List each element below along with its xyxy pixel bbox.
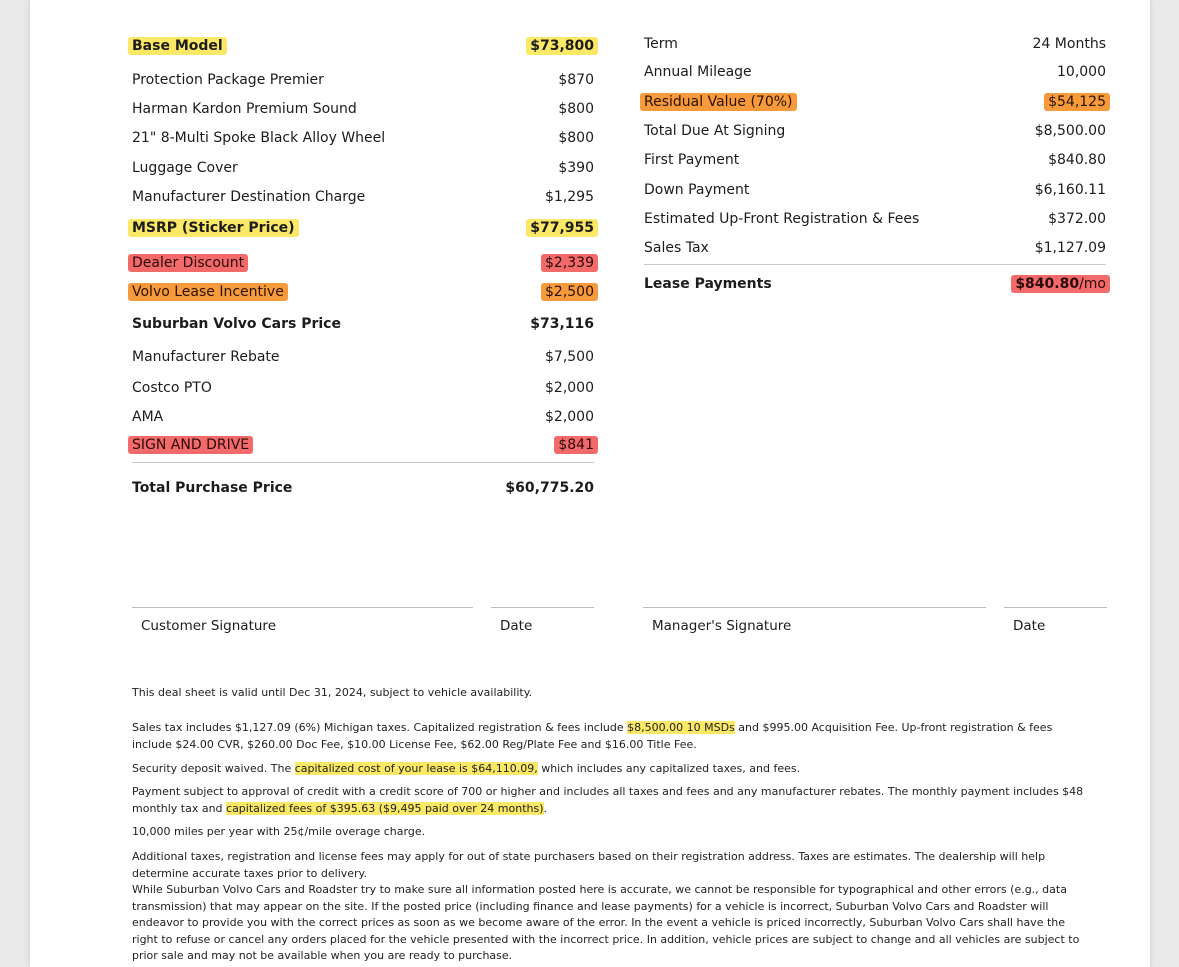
manager-date-line xyxy=(1004,607,1107,608)
left-value: $800 xyxy=(558,101,594,117)
left-value: $870 xyxy=(558,72,594,88)
left-label: Luggage Cover xyxy=(132,160,238,176)
right-value: $372.00 xyxy=(1048,211,1106,227)
right-row-sales-tax xyxy=(644,236,1106,260)
customer-date-label: Date xyxy=(500,618,533,634)
right-value: $54,125 xyxy=(1044,93,1110,111)
customer-signature-line xyxy=(132,607,473,608)
right-label: Total Due At Signing xyxy=(644,123,786,139)
right-value: $6,160.11 xyxy=(1034,182,1106,198)
left-label: Costco PTO xyxy=(132,380,212,396)
right-row-total-due-at-signing xyxy=(644,119,1106,143)
cap-cost-highlight: capitalized cost of your lease is $64,110.09, xyxy=(294,762,538,775)
left-value: $390 xyxy=(558,160,594,176)
left-label: Base Model xyxy=(128,37,227,55)
manager-signature-line xyxy=(643,607,986,608)
left-label: Total Purchase Price xyxy=(132,480,293,496)
left-row-manufacturer-rebate xyxy=(132,345,594,369)
left-value: $7,500 xyxy=(545,349,594,365)
total-divider xyxy=(132,462,594,463)
left-row-manufacturer-destination-charge xyxy=(132,185,594,209)
left-value: $60,775.20 xyxy=(505,480,594,496)
lease-payments-value: $840.80/mo xyxy=(1011,275,1110,293)
left-row-dealer-discount xyxy=(132,251,594,275)
right-row-annual-mileage xyxy=(644,60,1106,84)
left-value: $2,339 xyxy=(541,254,598,272)
left-row-base-model xyxy=(132,34,594,58)
right-row-residual-value-70 xyxy=(644,90,1106,114)
right-value: $840.80 xyxy=(1048,152,1106,168)
right-label: Estimated Up-Front Registration & Fees xyxy=(644,211,920,227)
left-row-sign-and-drive xyxy=(132,433,594,457)
deal-sheet-page xyxy=(30,0,1150,967)
left-label: Harman Kardon Premium Sound xyxy=(132,101,357,117)
left-row-harman-kardon-premium-sound xyxy=(132,97,594,121)
payment-note: Payment subject to approval of credit with a credit score of 700 or higher and includes all taxes and fees and any manufacturer rebates. The monthly payment includes $48 monthly tax and capitalized fees of $395.63 ($9,495 paid over 24 months). xyxy=(132,785,1084,815)
lease-divider xyxy=(644,264,1106,265)
validity-note: This deal sheet is valid until Dec 31, 2024, subject to vehicle availability. xyxy=(132,686,533,699)
tax-note: Sales tax includes $1,127.09 (6%) Michigan taxes. Capitalized registration & fees include $8,500.00 10 MSDs and $995.00 Acquisition Fee. Up-front registration & fees include $24.00 CVR, $260.00 Doc Fee, $10.00 License Fee, $62.00 Reg/Plate Fee and $16.00 Title Fee. xyxy=(132,721,1053,751)
right-value: 24 Months xyxy=(1032,36,1106,52)
left-label: AMA xyxy=(132,409,164,425)
left-row-costco-pto xyxy=(132,376,594,400)
right-value: $8,500.00 xyxy=(1034,123,1106,139)
left-row-total-purchase-price xyxy=(132,476,594,500)
left-label: MSRP (Sticker Price) xyxy=(128,219,299,237)
left-row-volvo-lease-incentive xyxy=(132,280,594,304)
disclaimer-note: Additional taxes, registration and license fees may apply for out of state purchasers based on their registration address. Taxes are estimates. The dealership will help determine accurate taxes prior to delivery. While Suburban Volvo Cars and Roadster try to make sure all information posted here is accurate, we cannot be responsible for typographical and other errors (e.g., data transmission) that may appear on the site. If the posted price (including finance and lease payments) for a vehicle is incorrect, Suburban Volvo Cars and Roadster will endeavor to provide you with the correct prices as soon as we become aware of the error. In the event a vehicle is priced incorrectly, Suburban Volvo Cars shall have the right to refuse or cancel any orders placed for the vehicle presented with the incorrect price. In addition, vehicle prices are subject to change and all vehicles are subject to prior sale and may not be available when you are ready to purchase. xyxy=(132,850,1080,962)
deposit-note: Security deposit waived. The capitalized cost of your lease is $64,110.09, which includes any capitalized taxes, and fees. xyxy=(132,762,801,775)
left-row-luggage-cover xyxy=(132,156,594,180)
right-value: 10,000 xyxy=(1057,64,1106,80)
left-label: Dealer Discount xyxy=(128,254,248,272)
right-label: First Payment xyxy=(644,152,740,168)
msd-highlight: $8,500.00 10 MSDs xyxy=(627,721,735,734)
manager-date-label: Date xyxy=(1013,618,1046,634)
left-value: $73,116 xyxy=(530,316,594,332)
left-value: $1,295 xyxy=(545,189,594,205)
left-value: $73,800 xyxy=(526,37,598,55)
lease-payments-row xyxy=(644,272,1106,296)
right-label: Residual Value (70%) xyxy=(640,93,797,111)
left-row-suburban-volvo-cars-price xyxy=(132,312,594,336)
right-label: Sales Tax xyxy=(644,240,709,256)
right-row-estimated-up-front-registration-fees xyxy=(644,207,1106,231)
mileage-note: 10,000 miles per year with 25¢/mile overage charge. xyxy=(132,825,426,838)
left-row-msrp-sticker-price xyxy=(132,216,594,240)
left-value: $800 xyxy=(558,130,594,146)
left-label: Manufacturer Destination Charge xyxy=(132,189,366,205)
left-value: $77,955 xyxy=(526,219,598,237)
left-value: $2,000 xyxy=(545,380,594,396)
left-label: Suburban Volvo Cars Price xyxy=(132,316,341,332)
manager-signature-label: Manager's Signature xyxy=(652,618,792,634)
customer-signature-label: Customer Signature xyxy=(141,618,276,634)
left-row-21-8-multi-spoke-black-alloy-wheel xyxy=(132,126,594,150)
left-label: Protection Package Premier xyxy=(132,72,324,88)
lease-payments-label: Lease Payments xyxy=(644,276,772,292)
right-row-down-payment xyxy=(644,178,1106,202)
left-label: Volvo Lease Incentive xyxy=(128,283,288,301)
right-label: Annual Mileage xyxy=(644,64,752,80)
left-label: 21" 8-Multi Spoke Black Alloy Wheel xyxy=(132,130,386,146)
left-label: SIGN AND DRIVE xyxy=(128,436,253,454)
left-label: Manufacturer Rebate xyxy=(132,349,280,365)
left-value: $2,000 xyxy=(545,409,594,425)
left-value: $2,500 xyxy=(541,283,598,301)
cap-fees-highlight: capitalized fees of $395.63 ($9,495 paid over 24 months) xyxy=(226,801,544,815)
right-value: $1,127.09 xyxy=(1034,240,1106,256)
right-label: Term xyxy=(644,36,678,52)
right-row-first-payment xyxy=(644,148,1106,172)
right-row-term xyxy=(644,32,1106,56)
left-row-ama xyxy=(132,405,594,429)
customer-date-line xyxy=(491,607,594,608)
left-row-protection-package-premier xyxy=(132,68,594,92)
right-label: Down Payment xyxy=(644,182,750,198)
left-value: $841 xyxy=(554,436,598,454)
